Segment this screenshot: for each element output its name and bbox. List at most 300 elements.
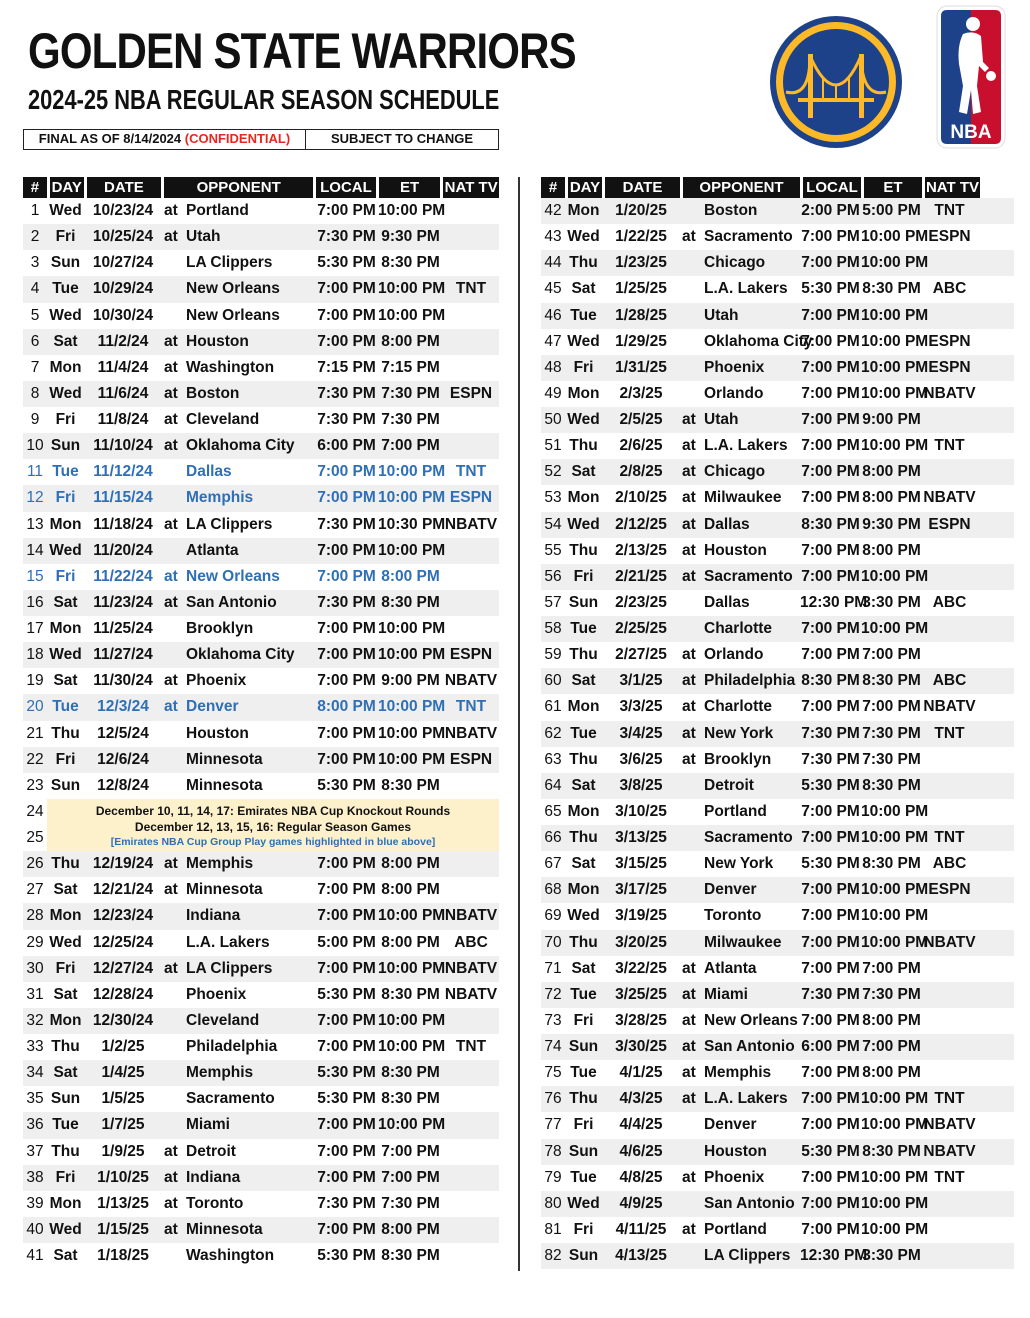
cell-num: 40: [26, 1220, 44, 1238]
table-row: [541, 825, 1014, 851]
table-row: [541, 694, 1014, 720]
cell-day: Sat: [53, 672, 78, 690]
cell-date: 1/10/25: [97, 1168, 149, 1186]
table-header: [23, 177, 499, 198]
cell-day: Tue: [570, 985, 597, 1003]
table-row: [23, 1008, 499, 1034]
cell-local: 12:30 PM: [800, 593, 868, 611]
cell-num: 11: [26, 463, 44, 481]
cell-num: 80: [544, 1194, 562, 1212]
cell-et: 10:00 PM: [861, 332, 929, 350]
cell-day: Wed: [49, 306, 82, 324]
cell-at: at: [682, 959, 696, 977]
cell-date: 1/9/25: [101, 1142, 145, 1160]
cell-tv: NBATV: [923, 1142, 976, 1160]
cell-local: 7:00 PM: [317, 750, 376, 768]
cell-local: 7:00 PM: [317, 541, 376, 559]
cell-date: 1/22/25: [615, 228, 667, 246]
table-row: [541, 1191, 1014, 1217]
cell-et: 10:00 PM: [861, 437, 929, 455]
cell-at: at: [682, 437, 696, 455]
table-row: [541, 485, 1014, 511]
cell-opp: Minnesota: [186, 1220, 263, 1238]
cell-et: 10:00 PM: [378, 202, 446, 220]
cell-local: 7:00 PM: [801, 463, 860, 481]
cell-date: 2/3/25: [619, 384, 663, 402]
cell-local: 7:00 PM: [801, 802, 860, 820]
cell-day: Fri: [573, 1220, 594, 1238]
cell-date: 3/28/25: [615, 1011, 667, 1029]
cell-num: 73: [544, 1011, 562, 1029]
cell-num: 28: [26, 907, 44, 925]
cell-day: Thu: [569, 646, 598, 664]
cell-opp: New Orleans: [186, 280, 280, 298]
cell-day: Wed: [49, 1220, 82, 1238]
cell-et: 7:00 PM: [862, 698, 921, 716]
cell-date: 2/23/25: [615, 593, 667, 611]
cell-date: 4/9/25: [619, 1194, 663, 1212]
cell-day: Thu: [569, 1090, 598, 1108]
cell-et: 7:00 PM: [381, 437, 440, 455]
cell-day: Sat: [53, 1064, 78, 1082]
cell-local: 7:00 PM: [317, 306, 376, 324]
cell-et: 9:30 PM: [862, 515, 921, 533]
cell-local: 6:00 PM: [317, 437, 376, 455]
cell-date: 12/3/24: [97, 698, 149, 716]
cell-at: at: [682, 463, 696, 481]
cell-opp: Sacramento: [704, 829, 793, 847]
cell-local: 5:30 PM: [317, 1064, 376, 1082]
cell-et: 10:00 PM: [861, 228, 929, 246]
table-row: [23, 590, 499, 616]
cell-opp: Phoenix: [704, 1168, 765, 1186]
cell-day: Mon: [49, 1011, 82, 1029]
table-row: [541, 512, 1014, 538]
cell-num: 55: [544, 541, 562, 559]
cell-day: Sun: [568, 1247, 599, 1265]
cell-et: 8:30 PM: [862, 672, 921, 690]
cell-opp: San Antonio: [704, 1038, 795, 1056]
cell-opp: Brooklyn: [186, 620, 254, 638]
table-row: [541, 616, 1014, 642]
cell-date: 1/31/25: [615, 358, 667, 376]
cell-local: 7:00 PM: [317, 959, 376, 977]
table-row: [541, 799, 1014, 825]
cell-local: 7:30 PM: [801, 985, 860, 1003]
cell-day: Thu: [569, 541, 598, 559]
cell-opp: Denver: [704, 1116, 757, 1134]
cell-date: 3/10/25: [615, 802, 667, 820]
cell-tv: ESPN: [928, 228, 971, 246]
cell-num: 48: [544, 358, 562, 376]
cell-tv: NBATV: [444, 672, 498, 690]
column-header: NAT TV: [925, 179, 980, 196]
cell-day: Wed: [49, 541, 82, 559]
cell-day: Sat: [53, 881, 78, 899]
cell-opp: Houston: [186, 332, 249, 350]
confidential-label: (CONFIDENTIAL): [184, 131, 291, 146]
cell-tv: TNT: [455, 280, 487, 298]
cell-et: 10:00 PM: [378, 959, 446, 977]
cell-num: 21: [26, 724, 44, 742]
cell-local: 7:00 PM: [317, 1116, 376, 1134]
column-header: LOCAL: [316, 177, 376, 198]
cell-day: Mon: [567, 802, 600, 820]
cell-opp: Utah: [704, 306, 739, 324]
cell-day: Thu: [51, 1142, 80, 1160]
cell-at: at: [164, 1220, 178, 1238]
table-row: [541, 1112, 1014, 1138]
cell-et: 8:30 PM: [862, 776, 921, 794]
cell-day: Thu: [569, 437, 598, 455]
subject-to-change-label: SUBJECT TO CHANGE: [330, 131, 474, 146]
cell-et: 8:30 PM: [381, 776, 440, 794]
cell-et: 10:00 PM: [861, 1116, 929, 1134]
cell-local: 7:00 PM: [801, 698, 860, 716]
cell-et: 8:30 PM: [862, 855, 921, 873]
cell-local: 7:00 PM: [801, 1116, 860, 1134]
cell-date: 1/23/25: [615, 254, 667, 272]
cell-opp: LA Clippers: [186, 254, 273, 272]
cell-et: 8:30 PM: [862, 1142, 921, 1160]
cell-opp: Memphis: [704, 1064, 772, 1082]
cell-et: 8:00 PM: [862, 489, 921, 507]
cell-et: 9:00 PM: [381, 672, 440, 690]
cell-opp: Oklahoma City: [704, 332, 813, 350]
cell-date: 4/8/25: [619, 1168, 663, 1186]
cell-at: at: [164, 672, 178, 690]
cell-tv: NBATV: [923, 489, 976, 507]
cell-et: 8:30 PM: [381, 1064, 440, 1082]
cell-et: 10:00 PM: [378, 620, 446, 638]
cell-num: 72: [544, 985, 562, 1003]
table-row: [541, 851, 1014, 877]
cell-local: 7:30 PM: [317, 411, 376, 429]
cell-local: 7:15 PM: [317, 358, 376, 376]
cell-day: Tue: [570, 1064, 597, 1082]
cell-et: 9:30 PM: [381, 228, 440, 246]
cell-date: 3/15/25: [615, 855, 667, 873]
cell-num: 69: [544, 907, 562, 925]
cell-day: Fri: [573, 1011, 594, 1029]
cell-local: 7:00 PM: [317, 1038, 376, 1056]
cell-local: 7:00 PM: [317, 855, 376, 873]
column-header: OPPONENT: [164, 177, 313, 198]
table-row: [541, 1086, 1014, 1112]
cell-day: Fri: [573, 358, 594, 376]
cell-local: 7:00 PM: [317, 489, 376, 507]
cell-date: 11/6/24: [97, 384, 149, 402]
table-row: [23, 642, 499, 668]
cell-day: Thu: [569, 829, 598, 847]
cell-opp: Orlando: [704, 646, 764, 664]
cell-date: 11/12/24: [93, 463, 153, 481]
cell-local: 5:30 PM: [317, 776, 376, 794]
cell-opp: Utah: [704, 411, 739, 429]
cell-date: 11/30/24: [93, 672, 153, 690]
cell-et: 8:00 PM: [381, 855, 440, 873]
cell-et: 7:00 PM: [862, 1038, 921, 1056]
table-row: [23, 877, 499, 903]
cell-opp: Boston: [186, 384, 240, 402]
cell-local: 7:00 PM: [317, 1168, 376, 1186]
cell-local: 7:00 PM: [801, 1220, 860, 1238]
cell-local: 7:00 PM: [317, 724, 376, 742]
cell-local: 7:30 PM: [317, 384, 376, 402]
cell-at: at: [682, 1090, 696, 1108]
cell-day: Thu: [51, 724, 80, 742]
cell-num: 19: [26, 672, 44, 690]
table-header: [541, 177, 1014, 198]
cell-et: 3:30 PM: [862, 1247, 921, 1265]
table-row: [541, 433, 1014, 459]
cell-day: Sun: [50, 776, 81, 794]
cell-opp: Atlanta: [704, 959, 757, 977]
table-row: [23, 956, 499, 982]
cell-num: 79: [544, 1168, 562, 1186]
cell-local: 5:30 PM: [801, 776, 860, 794]
cup-notice-line: December 12, 13, 15, 16: Regular Season Games: [134, 819, 412, 834]
cell-day: Fri: [55, 489, 76, 507]
cell-local: 7:00 PM: [317, 463, 376, 481]
cell-local: 7:00 PM: [801, 384, 860, 402]
cell-day: Sat: [571, 672, 596, 690]
cell-opp: L.A. Lakers: [186, 933, 270, 951]
cell-tv: NBATV: [444, 907, 498, 925]
cell-tv: TNT: [934, 1090, 965, 1108]
cell-opp: New Orleans: [704, 1011, 798, 1029]
cell-opp: Minnesota: [186, 750, 263, 768]
cell-tv: ESPN: [449, 646, 493, 664]
cell-day: Sun: [50, 254, 81, 272]
cell-date: 11/25/24: [93, 620, 153, 638]
cell-date: 1/13/25: [97, 1194, 149, 1212]
table-row: [23, 903, 499, 929]
cell-num: 66: [544, 829, 562, 847]
table-row: [541, 564, 1014, 590]
cell-local: 7:00 PM: [801, 1090, 860, 1108]
cell-et: 10:30 PM: [378, 515, 446, 533]
cell-local: 7:00 PM: [801, 411, 860, 429]
cell-opp: Cleveland: [186, 411, 260, 429]
cell-et: 10:00 PM: [861, 1168, 929, 1186]
cell-et: 5:00 PM: [862, 202, 921, 220]
cell-local: 7:00 PM: [801, 228, 860, 246]
cell-opp: Philadelphia: [704, 672, 796, 690]
cell-date: 2/8/25: [619, 463, 663, 481]
cell-et: 10:00 PM: [861, 306, 929, 324]
cell-local: 7:00 PM: [317, 567, 376, 585]
cell-day: Tue: [52, 463, 79, 481]
cell-date: 12/28/24: [92, 985, 154, 1003]
table-row: [23, 930, 499, 956]
cell-day: Wed: [567, 515, 600, 533]
cell-local: 7:00 PM: [317, 672, 376, 690]
cell-at: at: [164, 959, 178, 977]
cell-et: 10:00 PM: [861, 1194, 929, 1212]
cell-et: 10:00 PM: [861, 881, 929, 899]
cell-num: 9: [30, 411, 40, 429]
cell-num: 1: [30, 202, 40, 220]
cell-local: 7:00 PM: [317, 620, 376, 638]
cell-opp: LA Clippers: [186, 959, 273, 977]
cell-date: 3/20/25: [615, 933, 667, 951]
table-row: [541, 250, 1014, 276]
cell-day: Wed: [567, 411, 600, 429]
table-row: [541, 538, 1014, 564]
cell-local: 7:00 PM: [317, 907, 376, 925]
cell-local: 7:30 PM: [317, 1194, 376, 1212]
cell-num: 38: [26, 1168, 44, 1186]
cell-local: 5:30 PM: [801, 280, 860, 298]
cell-day: Sat: [571, 959, 596, 977]
cell-date: 4/6/25: [619, 1142, 663, 1160]
nba-logo: [937, 6, 1005, 148]
cell-num: 37: [26, 1142, 44, 1160]
cell-opp: Memphis: [186, 489, 254, 507]
cell-opp: Denver: [186, 698, 239, 716]
cell-day: Mon: [567, 202, 600, 220]
cell-et: 10:00 PM: [378, 698, 446, 716]
cell-date: 4/4/25: [619, 1116, 663, 1134]
cell-opp: Dallas: [186, 463, 232, 481]
cell-at: at: [164, 698, 178, 716]
cell-num: 33: [26, 1038, 44, 1056]
cup-notice-line: December 10, 11, 14, 17: Emirates NBA Cup Knockout Rounds: [95, 803, 451, 818]
cell-date: 2/12/25: [615, 515, 667, 533]
cell-et: 7:15 PM: [381, 358, 440, 376]
cell-opp: Chicago: [704, 254, 766, 272]
cell-et: 10:00 PM: [861, 802, 929, 820]
table-row: [23, 851, 499, 877]
cell-num: 75: [544, 1064, 562, 1082]
cell-tv: NBATV: [444, 959, 498, 977]
cell-et: 10:00 PM: [861, 254, 929, 272]
cell-at: at: [164, 384, 178, 402]
cup-notice-line: [Emirates NBA Cup Group Play games highlighted in blue above]: [110, 835, 436, 848]
cell-tv: TNT: [934, 1168, 965, 1186]
cell-day: Sat: [53, 593, 78, 611]
cell-num: 82: [544, 1247, 562, 1265]
cell-et: 10:00 PM: [378, 541, 446, 559]
cell-et: 10:00 PM: [378, 1116, 446, 1134]
cell-num: 59: [544, 646, 562, 664]
cell-at: at: [164, 567, 178, 585]
cell-tv: ABC: [932, 855, 967, 873]
cell-opp: Minnesota: [186, 881, 263, 899]
cell-local: 2:00 PM: [801, 202, 860, 220]
cell-num: 42: [544, 202, 562, 220]
table-row: [541, 355, 1014, 381]
cell-date: 3/13/25: [615, 829, 667, 847]
cell-num: 43: [544, 228, 562, 246]
cell-tv: ABC: [932, 672, 967, 690]
cell-local: 7:00 PM: [317, 280, 376, 298]
cell-num: 20: [26, 698, 44, 716]
cell-opp: Charlotte: [704, 620, 773, 638]
table-row: [23, 1217, 499, 1243]
cell-day: Tue: [52, 1116, 79, 1134]
cell-et: 8:30 PM: [381, 593, 440, 611]
cell-day: Thu: [569, 254, 598, 272]
page-subtitle: 2024-25 NBA REGULAR SEASON SCHEDULE: [28, 84, 500, 115]
cell-date: 1/15/25: [97, 1220, 149, 1238]
cell-local: 7:00 PM: [801, 306, 860, 324]
table-row: [541, 407, 1014, 433]
cell-local: 7:00 PM: [801, 1011, 860, 1029]
table-row: [541, 747, 1014, 773]
cell-num: 65: [544, 802, 562, 820]
cell-date: 2/10/25: [615, 489, 667, 507]
cell-num: 22: [26, 750, 44, 768]
cell-local: 6:00 PM: [801, 1038, 860, 1056]
cell-day: Mon: [49, 1194, 82, 1212]
cell-num: 70: [544, 933, 562, 951]
cell-date: 11/27/24: [93, 646, 153, 664]
cell-date: 11/15/24: [93, 489, 153, 507]
cell-num: 77: [544, 1116, 562, 1134]
table-row: [541, 459, 1014, 485]
cell-date: 3/22/25: [615, 959, 667, 977]
cell-tv: ESPN: [449, 750, 493, 768]
column-header: LOCAL: [803, 177, 861, 198]
cell-num: 58: [544, 620, 562, 638]
cell-tv: TNT: [455, 698, 487, 716]
cell-opp: San Antonio: [704, 1194, 795, 1212]
cell-day: Mon: [49, 515, 82, 533]
cell-local: 5:30 PM: [317, 1247, 376, 1265]
cell-et: 10:00 PM: [861, 358, 929, 376]
table-row: [23, 276, 499, 302]
cell-date: 12/6/24: [97, 750, 149, 768]
cell-num: 45: [544, 280, 562, 298]
cell-day: Fri: [55, 411, 76, 429]
cell-date: 2/5/25: [619, 411, 663, 429]
cell-et: 7:00 PM: [381, 1168, 440, 1186]
cell-opp: Toronto: [186, 1194, 244, 1212]
cell-date: 3/8/25: [619, 776, 663, 794]
cell-day: Sun: [568, 1142, 599, 1160]
cell-day: Tue: [570, 620, 597, 638]
cell-local: 7:00 PM: [801, 933, 860, 951]
table-row: [541, 721, 1014, 747]
cell-local: 7:00 PM: [317, 646, 376, 664]
cell-date: 12/21/24: [92, 881, 154, 899]
schedule-table-right: [541, 177, 1014, 1269]
cell-local: 7:00 PM: [801, 541, 860, 559]
cell-num: 31: [26, 985, 44, 1003]
cell-at: at: [682, 1064, 696, 1082]
cell-et: 8:00 PM: [862, 1064, 921, 1082]
cell-local: 8:30 PM: [801, 515, 860, 533]
cell-et: 7:30 PM: [862, 724, 921, 742]
cell-local: 7:30 PM: [317, 515, 376, 533]
table-row: [23, 355, 499, 381]
cell-local: 7:00 PM: [317, 332, 376, 350]
cell-date: 2/27/25: [615, 646, 667, 664]
cell-date: 1/18/25: [97, 1247, 149, 1265]
table-row: [23, 407, 499, 433]
cell-opp: New Orleans: [186, 567, 280, 585]
cell-num: 4: [30, 280, 40, 298]
cell-date: 4/11/25: [615, 1220, 667, 1238]
cell-date: 2/13/25: [615, 541, 667, 559]
cell-et: 8:30 PM: [381, 1090, 440, 1108]
cell-day: Tue: [570, 1168, 597, 1186]
column-divider: [518, 177, 520, 1271]
cell-date: 4/1/25: [619, 1064, 663, 1082]
cell-opp: New York: [704, 855, 774, 873]
